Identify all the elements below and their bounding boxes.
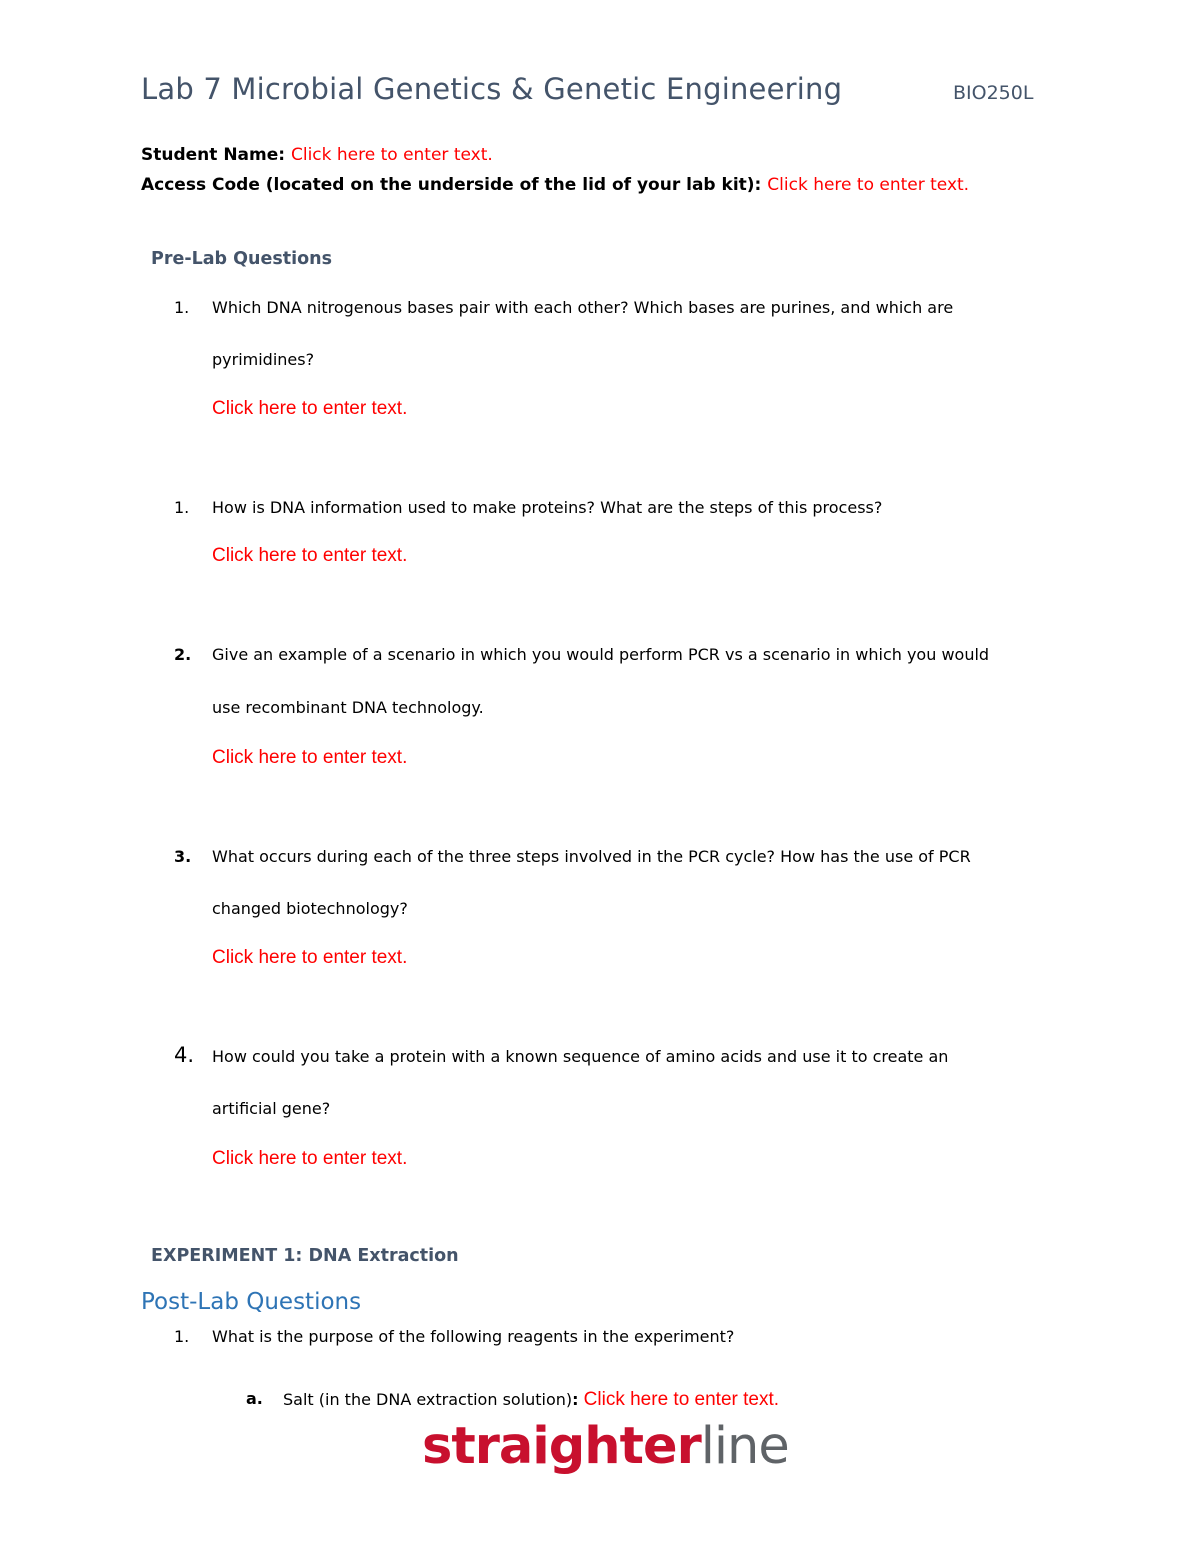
answer-field-q4[interactable]: Click here to enter text. <box>212 947 408 968</box>
postlab-question-number: 1. <box>174 1327 190 1346</box>
question-number: 3. <box>174 847 192 866</box>
question-text: How is DNA information used to make proteins? What are the steps of this process? <box>212 498 883 517</box>
postlab-question-text: What is the purpose of the following reagents in the experiment? <box>212 1327 735 1346</box>
question-text: What occurs during each of the three steps involved in the PCR cycle? How has the use of PCR <box>212 847 971 866</box>
question-text-continued: artificial gene? <box>212 1099 331 1118</box>
student-name-row <box>141 145 493 165</box>
answer-field-q2[interactable]: Click here to enter text. <box>212 545 408 566</box>
student-name-field[interactable]: Click here to enter text. <box>290 145 493 165</box>
logo-brand-text: straighter <box>422 1417 701 1476</box>
answer-field-q5[interactable]: Click here to enter text. <box>212 1148 408 1169</box>
experiment-heading: EXPERIMENT 1: DNA Extraction <box>151 1246 459 1266</box>
sub-question-colon: : <box>572 1390 579 1409</box>
question-text-continued: use recombinant DNA technology. <box>212 698 484 717</box>
access-code-row <box>141 175 969 195</box>
question-number: 4. <box>174 1043 195 1067</box>
question-text: Which DNA nitrogenous bases pair with each other? Which bases are purines, and which are <box>212 298 954 317</box>
question-text-continued: pyrimidines? <box>212 350 315 369</box>
prelab-heading: Pre-Lab Questions <box>151 249 333 269</box>
logo-suffix-text: line <box>700 1417 789 1476</box>
sub-question-text: Salt (in the DNA extraction solution) <box>283 1390 573 1409</box>
question-number: 2. <box>174 645 192 664</box>
question-number: 1. <box>174 298 190 317</box>
document-title: Lab 7 Microbial Genetics & Genetic Engineering <box>141 72 843 106</box>
sub-question-row <box>283 1389 779 1411</box>
straighterline-logo <box>422 1417 789 1476</box>
access-code-field[interactable]: Click here to enter text. <box>767 175 970 195</box>
access-code-label: Access Code (located on the underside of the lid of your lab kit): <box>141 175 762 195</box>
question-text: How could you take a protein with a known sequence of amino acids and use it to create an <box>212 1047 949 1066</box>
postlab-heading: Post-Lab Questions <box>141 1289 362 1315</box>
question-text: Give an example of a scenario in which you would perform PCR vs a scenario in which you would <box>212 645 990 664</box>
student-name-label: Student Name: <box>141 145 286 165</box>
answer-field-salt[interactable]: Click here to enter text. <box>583 1389 780 1410</box>
answer-field-q3[interactable]: Click here to enter text. <box>212 747 408 768</box>
course-code: BIO250L <box>953 82 1034 104</box>
question-text-continued: changed biotechnology? <box>212 899 408 918</box>
sub-question-letter: a. <box>246 1389 263 1408</box>
answer-field-q1[interactable]: Click here to enter text. <box>212 398 408 419</box>
question-number: 1. <box>174 498 190 517</box>
